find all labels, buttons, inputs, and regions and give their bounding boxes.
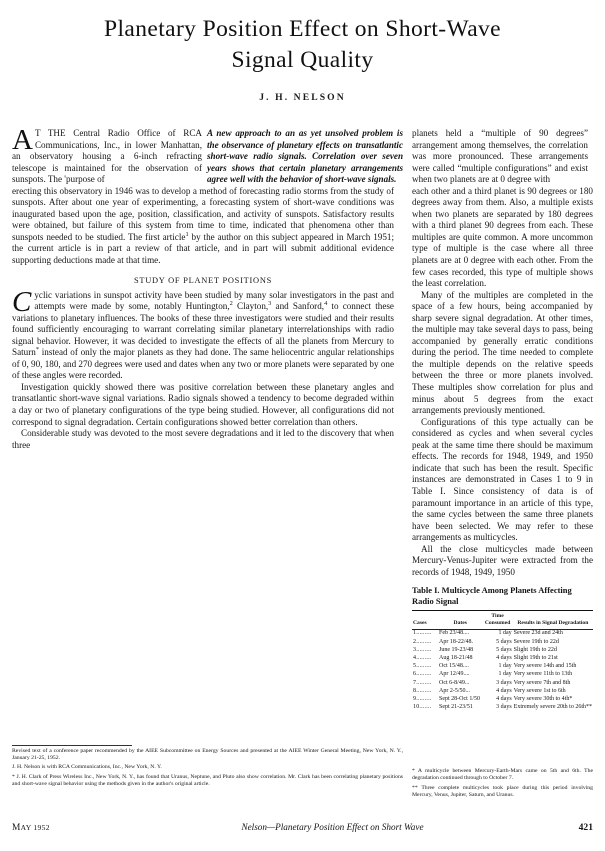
abstract-text: A new approach to an as yet unsolved problem is the observance of planetary effects on transatlantic short-wave radio signals. Correlation over seven years shows that certain planetary arrangements agree well with the behavior of short-wave signals. — [207, 128, 403, 184]
table-row — [412, 630, 593, 639]
paragraph-history-rest: by the author on this subject appeared in March 1951; the current article is in part a review of that article, and in part will submit additional evidence supporting deductions made at that time. — [12, 231, 394, 266]
cell-date: June 19-23/48 — [438, 646, 474, 653]
title-block — [0, 0, 605, 103]
table-header-row — [412, 611, 593, 630]
page-title-line-2: Signal Quality — [231, 46, 374, 73]
table-row — [412, 704, 593, 712]
table-row — [412, 687, 593, 695]
table-caption: Table I. Multicycle Among Planets Affecting Radio Signal — [412, 585, 572, 606]
paragraph-cyclic-variations — [12, 285, 394, 382]
right-paragraph-multicycles: All the close multicycles made between Mercury-Venus-Jupiter were extracted from the records of 1948, 1949, 1950 — [412, 543, 593, 577]
page-title-line-1: Planetary Position Effect on Short-Wave — [103, 16, 502, 42]
reference-marker-3: 3 — [268, 300, 272, 308]
cell-time: 3 days — [496, 679, 512, 686]
table-row — [412, 671, 593, 679]
footnote-affiliation: J. H. Nelson is with RCA Communications, Inc., New York, N. Y. — [12, 764, 162, 771]
cell-date: Oct 15/48.... — [438, 663, 469, 670]
paragraph-history — [12, 186, 394, 267]
cell-time: 4 days — [496, 687, 512, 694]
table-col-time-line2: Consumed — [484, 619, 511, 626]
table-row — [412, 655, 593, 663]
cell-time: 5 days — [496, 646, 512, 653]
right-paragraph-configurations: Configurations of this type actually can be considered as cycles and when several cycles peak at the same time there should be maximum effects. The records for 1948, 1949, and 1950 indicate that such has been the result. Specific instances are demonstrated in Cases 1 to 9 in Table I. Since consistency of data is of paramount importance in an article of this type, the same cycles between the same three planets have been selected. We may refer to these arrangements as multicycles. — [412, 416, 593, 543]
table-row — [412, 647, 593, 655]
footer-date-rest: AY 1952 — [20, 823, 50, 832]
cell-case: 2......... — [413, 638, 432, 645]
cell-result: Slight 19th to 22d — [513, 646, 557, 653]
cell-case: 6......... — [413, 671, 432, 678]
cell-date: Oct 6-8/49... — [438, 679, 470, 686]
footer-date-initial: M — [12, 823, 21, 833]
table-col-dates: Dates — [453, 619, 467, 626]
cell-time: 1 day — [498, 671, 512, 678]
multicycle-table — [412, 610, 593, 712]
table-body — [412, 630, 593, 712]
main-column-right — [403, 186, 593, 712]
reference-marker-star: * — [35, 346, 40, 354]
intro-paragraph — [12, 124, 202, 186]
cell-date: Feb 23/48.... — [438, 630, 470, 637]
cell-date: Apr 2-5/50... — [438, 687, 470, 694]
reference-marker-2: 2 — [229, 300, 233, 308]
right-paragraph-each-other: each other and a third planet is 90 degrees or 180 degrees away from them. Also, a multiple exists when two planets are separated by 180 degrees with a third planet 90 degrees from each. These multiples are quite common. A more uncommon type of multiple is the case where all three planets are at 0 degree with each other. From the few cases recorded, this type of multiple shows the least correlation. — [412, 185, 593, 289]
cell-date: Sept 21-23/51 — [438, 704, 473, 711]
drop-cap-a: A — [12, 124, 33, 156]
cell-result: Severe 23d and 24th — [513, 630, 563, 637]
cell-time: 1 day — [498, 663, 512, 670]
table-row — [412, 663, 593, 671]
drop-cap-c: C — [12, 285, 32, 318]
author-byline: J. H. NELSON — [259, 92, 346, 104]
table-col-cases: Cases — [413, 619, 427, 626]
footnote-block-left — [12, 745, 403, 790]
paragraph-investigation: Investigation quickly showed there was positive correlation between these planetary angles and transatlantic short-wave signal variations. Radio signals showed a tendency to become degraded within a day or two of planetary configurations of the type being studied. However, all configurations did not correspond to signal degradation. Certain configurations showed better correlation than others. — [12, 381, 394, 427]
right-paragraph-many-multiples: Many of the multiples are completed in the space of a few hours, being accompanied by sharp severe signal degradation. At other times, the multiple may take several days to pass, being accompanied by generally erratic conditions during the period. The time needed to complete the multiple depends on the relative speeds between the three or more planets involved. These multiples show correlation for plus and minus about 5 degrees from the exact arrangements previously mentioned. — [412, 289, 593, 416]
cell-date: Sept 28-Oct 1/50 — [438, 695, 480, 702]
cell-case: 1......... — [413, 630, 432, 637]
section-heading-study-of-planet-positions: STUDY OF PLANET POSITIONS — [133, 275, 273, 285]
cell-result: Very severe 1st to 6th — [513, 687, 566, 694]
body-area — [12, 124, 593, 712]
cell-time: 3 days — [496, 704, 512, 711]
cell-result: Very severe 7th and 8th — [513, 679, 571, 686]
intro-paragraph-text: T THE Central Radio Office of RCA Communications, Inc., in lower Manhattan, an observatory housing a 6-inch refracting telescope is maintained for the observation of sunspots. The 'purpose of — [12, 128, 202, 185]
footer-page-number: 421 — [578, 822, 593, 833]
intro-column-left — [12, 124, 202, 186]
page-footer — [12, 822, 593, 833]
cell-time: 4 days — [496, 695, 512, 702]
cell-result: Very severe 30th to 4th* — [513, 695, 573, 702]
cell-result: Slight 19th to 21st — [513, 655, 558, 661]
footnote-conference-note: Revised text of a conference paper recommended by the AIEE Subcommittee on Energy Sources and presented at the AIEE Winter General Meeting, New York, N. Y., January 21-25, 1952. — [12, 748, 403, 761]
cell-time: 4 days — [496, 655, 512, 661]
reference-marker-4: 4 — [324, 300, 328, 308]
footer-running-head: Nelson—Planetary Position Effect on Short Wave — [241, 822, 424, 832]
table-footnote-single-star: * A multicycle between Mercury-Earth-Mars came on 5th and 6th. The degradation continued through to October 7. — [412, 768, 593, 781]
cell-date: Apr 18-22/48. — [438, 638, 473, 645]
para2-c: and Sanford, — [271, 301, 325, 312]
table-row — [412, 638, 593, 646]
table-row — [412, 679, 593, 687]
cell-case: 7......... — [413, 679, 432, 686]
cell-result: Severe 19th to 22d — [513, 638, 559, 645]
reference-marker-1: 1 — [185, 230, 189, 238]
para2-e: instead of only the major planets as they had done. The same heliocentric angular relationships of 0, 90, 180, and 270 degrees were used and dates when any two or more planets were separated by one of these angles were recorded. — [12, 347, 394, 381]
cell-result: Extremely severe 20th to 26th** — [513, 704, 592, 711]
cell-time: 1 day — [498, 630, 512, 637]
table-col-time-consumed — [482, 611, 512, 630]
cell-case: 10....... — [413, 704, 432, 711]
intro-row — [12, 124, 593, 186]
intro-column-right — [403, 128, 588, 186]
para2-d: to connect these variations to planetary influences. The books of these three investigators were studied and their results found sufficiently encouraging to warrant correlating similar planetary interrelationships with radio signal behavior. However, it was decided to investigate the effects of all the planets from Mercury to Saturn — [12, 301, 394, 358]
abstract-column — [202, 128, 403, 186]
cell-result: Very severe 14th and 15th — [513, 663, 577, 670]
table-col-results: Results in Signal Degradation — [517, 619, 589, 626]
paragraph-history-text: erecting this observatory in 1946 was to develop a method of forecasting radio storms from the study of sunspots. After about one year of experimenting, a forecasting system of short-wave conditions was inaugurated based upon the age, position, classification, and activity of sunspots. Satisfactory results were obtained, but failure of this system from time to time, indicated that phenomena other than sunspots needed to be studied. The first article — [12, 185, 394, 242]
main-column-left — [12, 186, 403, 712]
cell-result: Very severe 11th to 13th — [513, 671, 573, 678]
footnote-block-right — [412, 768, 593, 802]
para2-a: yclic variations in sunspot activity have been studied by many solar investigators in the past and attempts were made by some, notably Huntington, — [34, 289, 394, 312]
cell-case: 8......... — [413, 687, 432, 694]
table-header — [412, 611, 593, 630]
table-footnote-double-star: ** Three complete multicycles took place during this period involving Mercury, Venus, Jupiter, Saturn, and Uranus. — [412, 784, 593, 798]
cell-time: 5 days — [496, 638, 512, 645]
footnote-rule — [12, 745, 132, 746]
table-col-time-line1: Time — [491, 613, 504, 620]
main-columns — [12, 186, 593, 712]
cell-case: 9......... — [413, 695, 432, 702]
cell-date: Apr 12/49.... — [438, 671, 470, 678]
cell-case: 5......... — [413, 663, 432, 670]
cell-date: Aug 18-21/48 — [438, 655, 473, 661]
cell-case: 4......... — [413, 655, 432, 661]
footnote-star-clark: * J. H. Clark of Press Wireless Inc., New York, N. Y., has found that Uranus, Neptune, and Pluto also show correlation. Mr. Clark has been correlating planetary positions and short-wave signal behavior using the methods given in the author's original article. — [12, 773, 403, 787]
right-column-intro-paragraph: planets held a “multiple of 90 degrees” arrangement among themselves, the correlation was more pronounced. These arrangements were called “multiple configurations” and exist when two planets are at 0 degree with — [412, 128, 588, 185]
table-row — [412, 696, 593, 704]
footer-issue-date — [12, 823, 132, 833]
paragraph-considerable-study: Considerable study was devoted to the most severe degradations and it led to the discovery that when three — [12, 428, 394, 450]
cell-case: 3......... — [413, 646, 432, 653]
para2-b: Clayton, — [232, 301, 269, 312]
